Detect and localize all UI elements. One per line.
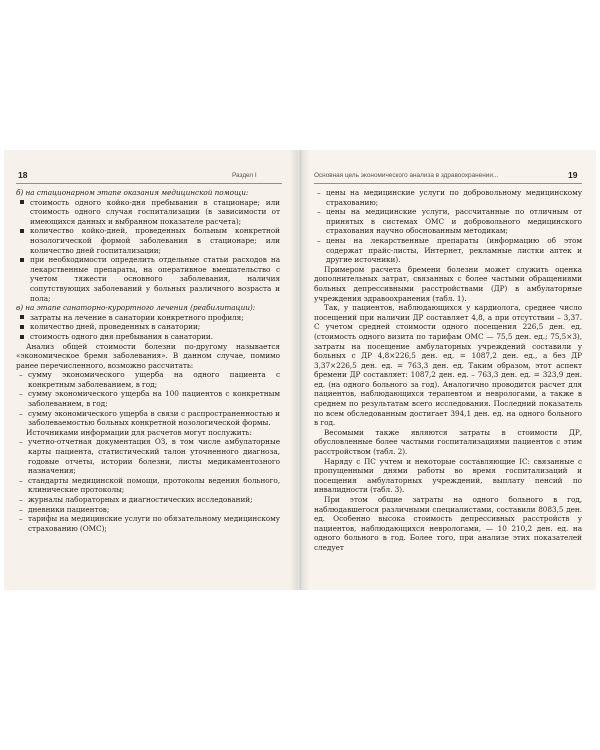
- left-page: [4, 150, 298, 590]
- right-page-number: 19: [568, 170, 578, 180]
- list-item: – цены на лекарственные препараты (информацию об этом содержат прайс-листы, Интернет, рекламные листки аптек и другие источники).: [314, 236, 582, 265]
- list-item: количество дней, проведенных в санатории;: [16, 322, 280, 332]
- list-item: – тарифы на медицинские услуги по обязательному медицинскому страхованию (ОМС);: [16, 514, 280, 533]
- left-running-head: Раздел I: [232, 172, 257, 179]
- paragraph: Так, у пациентов, наблюдающихся у кардиолога, среднее число посещений при наличии ДР составляет 4,8, а при отсутствии – 3,37. С учетом средней стоимости одного посещения 226,5 ден. ед. (стоимость одного визита по тарифам ОМС — 75,5 ден. ед.; 75,5×3), затраты на посещение амбулаторных учреждений составили у больных с ДР 4,8×226,5 ден. ед. = 1087,2 ден. ед., а без ДР 3,37×226,5 ден. ед. = 763,3 ден. ед. Таким образом, этот аспект бремени ДР составляет: 1087,2 ден. ед. – 763,3 ден. ед. = 323,9 ден. ед. (на одного больного за год). Аналогично проводится расчет для пациентов, наблюдающихся терапевтом и неврологами, а также в среднем по результатам всего исследования. Последний показатель по всем обследованным достигает 394,1 ден. ед. на одного больного в год.: [314, 303, 582, 428]
- list-item: – учетно-отчетная документация ОЗ, в том числе амбулаторные карты пациента, статистический талон уточненного диагноза, годовые отчеты, истории болезни, листы медикаментозного назначения;: [16, 437, 280, 475]
- paragraph: Примером расчета бремени болезни может служить оценка дополнительных затрат, связанных с более частыми обращениями больных депрессивными расстройствами (ДР) в амбулаторные учреждения здравоохранения (табл. 1).: [314, 264, 582, 303]
- list-item: – журналы лабораторных и диагностических исследований;: [16, 495, 280, 505]
- right-running-head: Основная цель экономического анализа в здравоохранении...: [314, 172, 499, 179]
- list-item: – стандарты медицинской помощи, протоколы ведения больного, клинические протоколы;: [16, 476, 280, 495]
- prices-list: [314, 188, 582, 265]
- economic-burden-list: [16, 370, 280, 428]
- left-page-number: 18: [18, 170, 28, 180]
- list-item: стоимость одного дня пребывания в санатории.: [16, 332, 280, 342]
- list-item: затраты на лечение в санатории конкретного профиля;: [16, 313, 280, 323]
- sources-paragraph: Источниками информации для расчетов могут послужить:: [26, 427, 252, 437]
- list-item: – сумму экономического ущерба на одного пациента с конкретным заболеванием, в год;: [16, 370, 280, 389]
- paragraph: При этом общие затраты на одного больного в год, наблюдавшегося различными специалистами, составили 8083,5 ден. ед. Особенно высока стоимость депрессивных расстройств у пациентов, наблюдающихся неврологами, — 10 210,2 ден. ед. на одного больного в год. Более того, при анализе этих показателей следует: [314, 495, 582, 552]
- list-item: стоимость одного койко-дня пребывания в стационаре; или стоимость одного случая госпитализации (в зависимости от имеющихся данных и выбранном показателе расчета);: [16, 198, 280, 227]
- left-header-rule: [16, 183, 282, 184]
- paragraph: Наряду с ПС учтем и некоторые составляющие IС: связанные с пропущенными днями работы во время госпитализаций и посещения амбулаторных учреждений, выплату пенсий по инвалидности (табл. 3).: [314, 456, 582, 495]
- right-header-rule: [314, 183, 582, 184]
- list-item: – цены на медицинские услуги, рассчитанные по отличным от принятых в системах ОМС и добровольного медицинского страхования научно обоснованным методикам;: [314, 207, 582, 236]
- list-item: – сумму экономического ущерба в связи с распространенностью и заболеваемостью больных конкретной нозологической формы.: [16, 409, 280, 428]
- left-body-text: [16, 188, 280, 533]
- right-body-text: [314, 188, 582, 553]
- analysis-paragraph: Анализ общей стоимости болезни по-другому называется «экономическое бремя заболевания». В данном случае, помимо ранее перечисленного, возможно рассчитать:: [16, 341, 280, 370]
- sanatorium-stage-label: в) на этапе санаторно-курортного лечения (реабилитации):: [16, 303, 256, 313]
- list-item: количество койко-дней, проведенных больным конкретной нозологической формой заболевания в стационаре; или количество дней госпитализации;: [16, 226, 280, 255]
- list-item: – сумму экономического ущерба на 100 пациентов с конкретным заболеванием, в год;: [16, 389, 280, 408]
- list-item: – цены на медицинские услуги по добровольному медицинскому страхованию;: [314, 188, 582, 207]
- sources-list: [16, 437, 280, 533]
- book-spread: [0, 150, 600, 590]
- list-item: – дневники пациентов;: [16, 505, 280, 515]
- paragraph: Весомыми также являются затраты в стоимости ДР, обусловленные более частыми госпитализациями пациентов с этим расстройством (табл. 2).: [314, 427, 582, 457]
- sanatorium-list: [16, 313, 280, 342]
- right-page: [300, 150, 596, 590]
- stationary-list: [16, 198, 280, 304]
- list-item: при необходимости определить отдельные статьи расходов на лекарственные препараты, на оперативное вмешательство с учетом тяжести основного заболевания, наличия сопутствующих заболеваний у больных различного возраста и пола;: [16, 255, 280, 303]
- stationary-stage-label: б) на стационарном этапе оказания медицинской помощи:: [16, 188, 249, 197]
